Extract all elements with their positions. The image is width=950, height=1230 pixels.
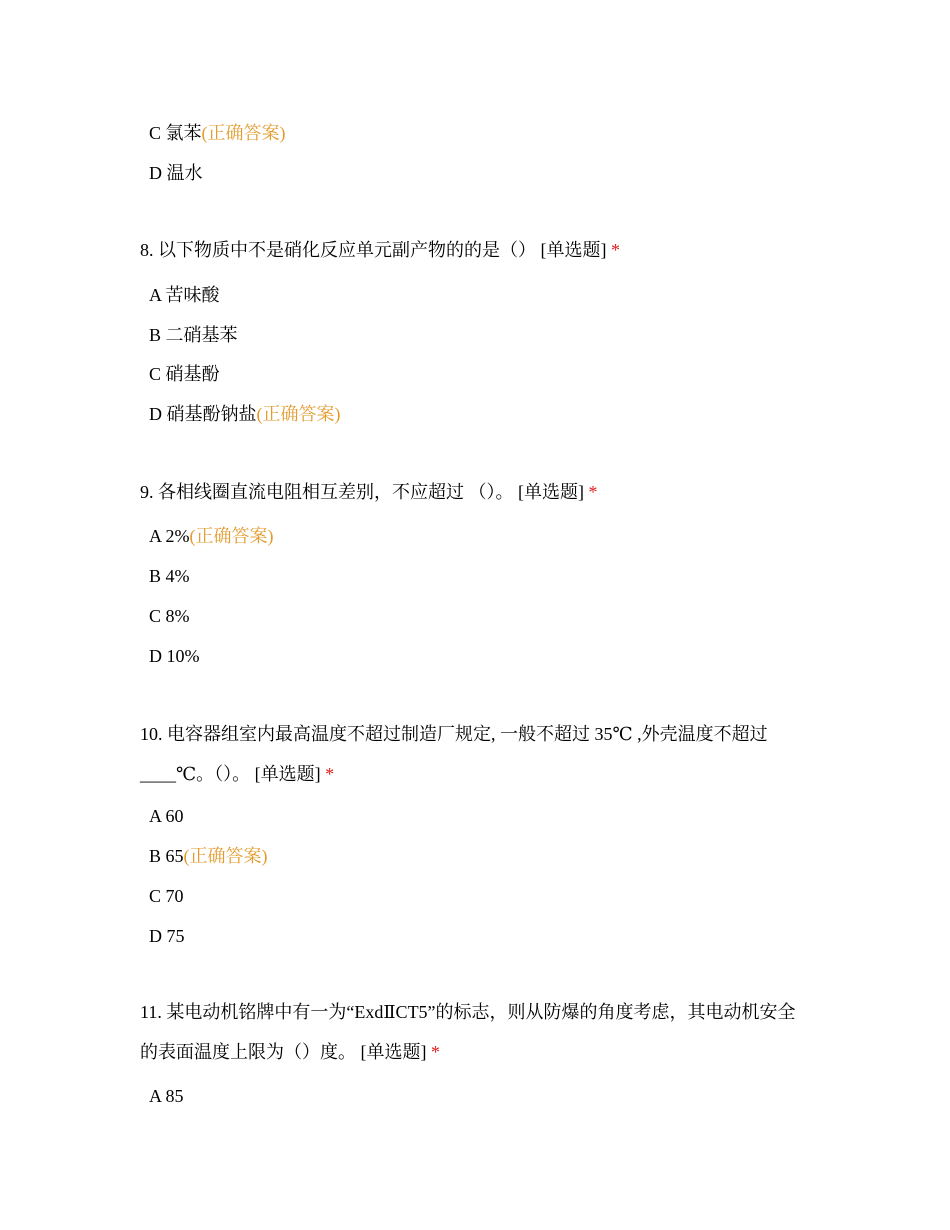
question-9-option-a bbox=[149, 523, 274, 549]
option-letter: C bbox=[149, 364, 162, 384]
question-8-option-a bbox=[149, 282, 220, 308]
option-letter: A bbox=[149, 806, 162, 826]
question-8-option-c bbox=[149, 361, 220, 387]
question-type: [单选题] bbox=[360, 1042, 427, 1062]
option-text: 8% bbox=[165, 606, 190, 626]
option-letter: C bbox=[149, 123, 162, 143]
option-letter: B bbox=[149, 566, 162, 586]
correct-answer-tag: (正确答案) bbox=[183, 846, 268, 866]
option-prev-d bbox=[149, 160, 203, 186]
required-mark: * bbox=[588, 482, 598, 502]
question-11-title bbox=[140, 992, 810, 1072]
option-text: 10% bbox=[166, 646, 200, 666]
option-text: 温水 bbox=[166, 163, 203, 183]
question-type: [单选题] bbox=[540, 240, 607, 260]
option-text: 2% bbox=[165, 526, 190, 546]
option-text: 氯苯 bbox=[165, 123, 202, 143]
question-text: 各相线圈直流电阻相互差别，不应超过 （）。 bbox=[158, 482, 514, 502]
question-10-option-b bbox=[149, 843, 268, 869]
required-mark: * bbox=[431, 1042, 440, 1062]
question-10-title bbox=[140, 714, 800, 794]
question-10-option-d bbox=[149, 923, 185, 949]
option-letter: D bbox=[149, 163, 162, 183]
question-number: 10. bbox=[140, 724, 163, 744]
option-text: 4% bbox=[165, 566, 190, 586]
question-9-title bbox=[140, 472, 820, 512]
question-number: 11. bbox=[140, 1002, 162, 1022]
option-letter: A bbox=[149, 526, 162, 546]
question-11-option-a bbox=[149, 1083, 184, 1109]
option-letter: C bbox=[149, 886, 162, 906]
correct-answer-tag: (正确答案) bbox=[189, 526, 274, 546]
option-text: 硝基酚 bbox=[165, 364, 220, 384]
question-text: 电容器组室内最高温度不超过制造厂规定, 一般不超过 35℃ ,外壳温度不超过____℃。（）。 bbox=[140, 724, 768, 784]
option-text: 苦味酸 bbox=[165, 285, 220, 305]
correct-answer-tag: (正确答案) bbox=[256, 404, 341, 424]
question-8-option-b bbox=[149, 322, 238, 348]
question-text: 某电动机铭牌中有一为“ExdⅡCT5”的标志，则从防爆的角度考虑，其电动机安全的表面温度上限为（）度。 bbox=[140, 1002, 796, 1062]
question-type: [单选题] bbox=[254, 764, 321, 784]
option-prev-c bbox=[149, 120, 286, 146]
question-number: 9. bbox=[140, 482, 154, 502]
option-letter: D bbox=[149, 646, 162, 666]
question-text: 以下物质中不是硝化反应单元副产物的的是（） bbox=[158, 240, 536, 260]
option-text: 60 bbox=[165, 806, 184, 826]
required-mark: * bbox=[611, 240, 620, 260]
option-letter: D bbox=[149, 404, 162, 424]
question-number: 8. bbox=[140, 240, 154, 260]
question-8-option-d bbox=[149, 401, 341, 427]
option-text: 70 bbox=[165, 886, 184, 906]
option-letter: B bbox=[149, 325, 162, 345]
option-text: 85 bbox=[165, 1086, 184, 1106]
option-letter: D bbox=[149, 926, 162, 946]
required-mark: * bbox=[325, 764, 335, 784]
question-9-option-c bbox=[149, 603, 190, 629]
question-8-title bbox=[140, 230, 820, 270]
question-type: [单选题] bbox=[518, 482, 584, 502]
option-text: 75 bbox=[166, 926, 185, 946]
question-9-option-d bbox=[149, 643, 200, 669]
correct-answer-tag: (正确答案) bbox=[201, 123, 286, 143]
option-letter: B bbox=[149, 846, 162, 866]
option-letter: A bbox=[149, 285, 162, 305]
option-text: 二硝基苯 bbox=[165, 325, 238, 345]
question-10-option-c bbox=[149, 883, 184, 909]
question-10-option-a bbox=[149, 803, 184, 829]
question-9-option-b bbox=[149, 563, 190, 589]
option-letter: C bbox=[149, 606, 162, 626]
option-letter: A bbox=[149, 1086, 162, 1106]
option-text: 65 bbox=[165, 846, 184, 866]
option-text: 硝基酚钠盐 bbox=[166, 404, 257, 424]
